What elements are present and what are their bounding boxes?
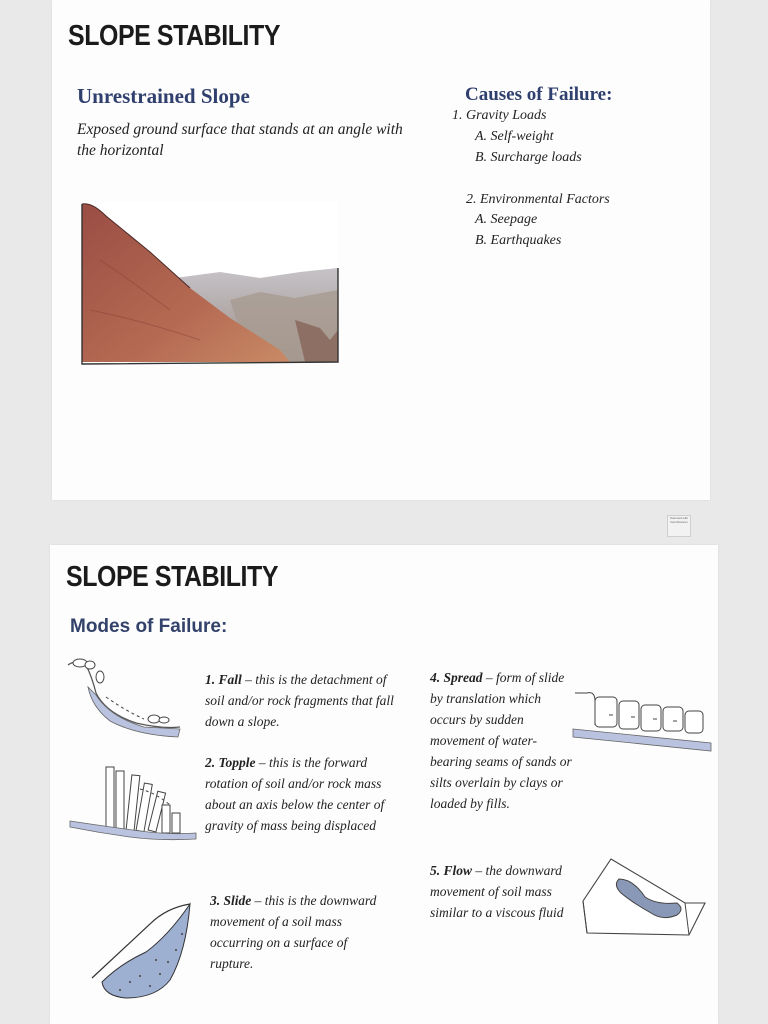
mode-spread-text: – form of slide by translation which occurs by sudden movement of water-bearing seams of sands or silts overlain by clays or loaded by fills. <box>430 670 572 811</box>
slide-unrestrained-slope <box>52 0 710 500</box>
mode-fall <box>205 669 395 732</box>
scanner-watermark: Scanned with CamScanner <box>667 515 691 537</box>
topple-diagram-icon <box>70 765 198 845</box>
slope-photo <box>80 200 340 366</box>
mode-spread <box>430 667 578 814</box>
unrestrained-slope-description: Exposed ground surface that stands at an angle with the horizontal <box>77 121 403 159</box>
mode-topple <box>205 752 385 836</box>
cause-group-environmental: 2. Environmental Factors <box>466 192 610 207</box>
spread-diagram-icon <box>573 685 713 757</box>
causes-heading: Causes of Failure: <box>465 84 613 105</box>
cause-item-earthquakes: B. Earthquakes <box>475 233 562 248</box>
mode-fall-head: 1. Fall <box>205 672 242 687</box>
slide1-title: SLOPE STABILITY <box>68 20 281 52</box>
mode-flow-head: 5. Flow <box>430 863 473 878</box>
cause-group-gravity: 1. Gravity Loads <box>452 108 547 123</box>
mode-flow <box>430 860 570 923</box>
unrestrained-slope-heading: Unrestrained Slope <box>77 84 250 108</box>
mode-flow-text: – the downward movement of soil mass similar to a viscous fluid <box>430 863 564 920</box>
mode-slide-head: 3. Slide <box>210 893 252 908</box>
flow-diagram-icon <box>581 857 709 939</box>
fall-diagram-icon <box>66 657 184 737</box>
mode-topple-text: – this is the forward rotation of soil and/or rock mass about an axis below the center of gravity of mass being displaced <box>205 755 385 833</box>
slide2-title: SLOPE STABILITY <box>66 561 279 593</box>
slide-diagram-icon <box>90 890 200 1002</box>
modes-heading: Modes of Failure: <box>70 616 228 637</box>
slide-modes-of-failure <box>50 545 718 1024</box>
mode-slide-text: – this is the downward movement of a soil mass occurring on a surface of rupture. <box>210 893 377 971</box>
cause-item-surcharge: B. Surcharge loads <box>475 150 582 165</box>
mode-spread-head: 4. Spread <box>430 670 483 685</box>
cause-item-self-weight: A. Self-weight <box>475 129 554 144</box>
mode-topple-head: 2. Topple <box>205 755 256 770</box>
cause-item-seepage: A. Seepage <box>475 212 538 227</box>
mode-fall-text: – this is the detachment of soil and/or rock fragments that fall down a slope. <box>205 672 394 729</box>
mode-slide <box>210 890 390 974</box>
